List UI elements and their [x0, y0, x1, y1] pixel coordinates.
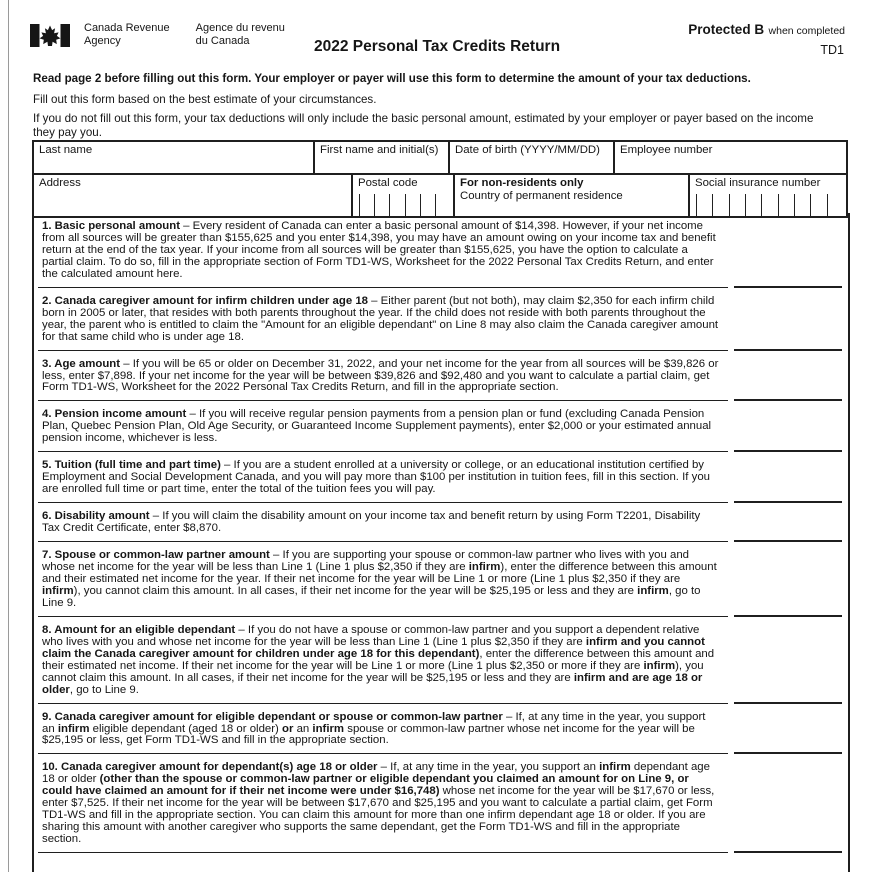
country-of-residence-field[interactable]: [455, 175, 690, 216]
address-label: Address: [39, 177, 81, 189]
section-line-5-rule: [38, 502, 728, 503]
section-line-3: [42, 359, 848, 402]
last-name-field[interactable]: [34, 142, 315, 173]
section-line-4-rule: [38, 451, 728, 452]
section-line-10-text: 10. Canada caregiver amount for dependant(s) age 18 or older – If, at any time in the year, you support an infirm dependant age 18 or older (other than the spouse or common-law partner or eligible dependant you claimed an amount for on Line 9, or could have claimed an amount for if their net income were under $16,748) whose net income for the year will be $17,670 or less, enter $7,525. If their net income for the year will be between $17,670 and $25,195 and you want to calculate a partial claim, get Form TD1-WS and fill in the appropriate section. You can claim this amount for more than one infirm dependant age 18 or older. If you are sharing this amount with another caregiver who supports the same dependant, get the Form TD1-WS and fill in the appropriate section.: [42, 761, 715, 846]
section-line-10: [42, 762, 848, 853]
instruction-if-not-filled: If you do not fill out this form, your tax deductions will only include the basic personal amount, estimated by your employer or payer based on the income they pay you.: [33, 112, 814, 139]
section-line-2-text: 2. Canada caregiver amount for infirm children under age 18 – Either parent (but not both), may claim $2,350 for each infirm child born in 2005 or later, that resides with both parents throughout the year. If the child does not reside with both parents throughout the year, the parent who is entitled to claim the "Amount for an eligible dependant" on Line 8 may also claim the Canada caregiver amount for that same child who is under age 18.: [42, 294, 719, 343]
employee-number-label: Employee number: [620, 144, 713, 156]
line-3-amount-field[interactable]: [734, 399, 842, 401]
line-4-amount-field[interactable]: [734, 450, 842, 452]
section-line-2: [42, 296, 848, 351]
form-title: 2022 Personal Tax Credits Return: [313, 38, 561, 55]
section-line-5: [42, 460, 848, 503]
line-9-amount-field[interactable]: [734, 752, 842, 754]
page-edge-line: [8, 0, 9, 872]
line-8-amount-field[interactable]: [734, 702, 842, 704]
line-6-amount-field[interactable]: [734, 540, 842, 542]
identification-table: [32, 140, 848, 218]
section-line-10-rule: [38, 852, 728, 853]
section-line-8-text: 8. Amount for an eligible dependant – If you do not have a spouse or common-law partner and you support a dependent relative who lives with you and whose net income for the year will be less than Line 1 (Line 1 plus $2,350 if they are infirm and you cannot claim the Canada caregiver amount for children under age 18 for this dependant), enter the difference between this amount and their estimated net income. If their net income for the year will be Line 1 or more (Line 1 plus $2,350 or more if they are infirm), you cannot claim this amount. In all cases, if their net income for the year will be $25,195 or less and they are infirm and are age 18 or older, go to Line 9.: [42, 623, 715, 696]
country-of-permanent-residence-label: Country of permanent residence: [460, 189, 623, 202]
address-field[interactable]: [34, 175, 353, 216]
section-line-9: [42, 712, 848, 755]
section-line-7-text: 7. Spouse or common-law partner amount – If you are supporting your spouse or common-law partner who lives with you and whose net income for the year will be less than Line 1 (Line 1 plus $2,350 if they are infirm), enter the difference between this amount and their estimated net income for the year. If their net income for the year will be Line 1 or more (Line 1 plus $2,350 if they are infirm), you cannot claim this amount. In all cases, if their net income for the year will be $25,195 or less and they are infirm, go to Line 9.: [42, 549, 717, 609]
protected-b-marking: [688, 21, 845, 39]
section-line-3-rule: [38, 400, 728, 401]
section-line-6-text: 6. Disability amount – If you will claim the disability amount on your income tax and benefit return by using Form T2201, Disability Tax Credit Certificate, enter $8,870.: [42, 510, 701, 535]
section-line-3-text: 3. Age amount – If you will be 65 or older on December 31, 2022, and your net income for the year from all sources will be $39,826 or less, enter $7,898. If your net income for the year will be between $39,826 and $92,480 and you want to calculate a partial claim, get Form TD1-WS, Worksheet for the 2022 Personal Tax Credits Return, and fill in the appropriate section.: [42, 357, 719, 394]
section-line-9-text: 9. Canada caregiver amount for eligible dependant or spouse or common-law partner – If, at any time in the year, you support an infirm eligible dependant (aged 18 or older) or an infirm spouse or common-law partner whose net income for the year will be $25,195 or less, get Form TD1-WS and fill in the appropriate section.: [42, 710, 706, 747]
non-residents-only-label: For non-residents only: [460, 177, 584, 189]
first-name-field[interactable]: [315, 142, 450, 173]
protected-b-label: Protected B: [688, 22, 765, 37]
line-10-amount-field[interactable]: [734, 851, 842, 853]
section-line-9-rule: [38, 753, 728, 754]
section-line-6-rule: [38, 541, 728, 542]
line-7-amount-field[interactable]: [734, 615, 842, 617]
postal-code-field[interactable]: [353, 175, 455, 216]
section-line-7-rule: [38, 616, 728, 617]
employee-number-field[interactable]: [615, 142, 846, 173]
first-name-label: First name and initial(s): [320, 144, 439, 156]
agency-name-english: Canada Revenue Agency: [84, 22, 170, 47]
last-name-label: Last name: [39, 144, 93, 156]
section-line-7: [42, 550, 848, 617]
instruction-best-estimate: Fill out this form based on the best estimate of your circumstances.: [33, 92, 377, 106]
line-1-amount-field[interactable]: [734, 286, 842, 288]
social-insurance-number-label: Social insurance number: [695, 177, 821, 189]
form-instructions: [33, 72, 835, 139]
postal-code-label: Postal code: [358, 177, 418, 189]
date-of-birth-field[interactable]: [450, 142, 615, 173]
line-5-amount-field[interactable]: [734, 501, 842, 503]
section-line-8-rule: [38, 703, 728, 704]
social-insurance-number-field[interactable]: [690, 175, 846, 216]
section-line-2-rule: [38, 350, 728, 351]
instruction-read-page-2: Read page 2 before filling out this form. Your employer or payer will use this form to determine the amount of your tax deductions.: [33, 72, 751, 85]
form-code: TD1: [820, 43, 844, 57]
section-line-1: [42, 221, 848, 288]
section-line-5-text: 5. Tuition (full time and part time) – If you are a student enrolled at a university or college, or an educational institution certified by Employment and Social Development Canada, and you will pay more than $100 per institution in tuition fees, fill in this section. If you are enrolled full time or part time, enter the total of the tuition fees you will pay.: [42, 459, 710, 496]
credit-sections-container: [32, 213, 850, 872]
section-line-1-rule: [38, 287, 728, 288]
when-completed-label: when completed: [768, 25, 845, 37]
section-line-1-text: 1. Basic personal amount – Every resident of Canada can enter a basic personal amount of $14,398. However, if your net income from all sources will be greater than $155,625 and you enter $14,398, you may have an amount owing on your income tax and benefit return at the end of the tax year. If your income from all sources will be greater than $155,625, you have the option to calculate a partial claim. To do so, fill in the appropriate section of Form TD1-WS, Worksheet for the 2022 Personal Tax Credits Return, and enter the calculated amount here.: [42, 220, 716, 280]
section-line-6: [42, 511, 848, 542]
date-of-birth-label: Date of birth (YYYY/MM/DD): [455, 144, 600, 156]
section-line-8: [42, 625, 848, 704]
agency-name-french: Agence du revenu du Canada: [195, 22, 285, 47]
section-line-4: [42, 409, 848, 452]
line-2-amount-field[interactable]: [734, 349, 842, 351]
section-line-4-text: 4. Pension income amount – If you will receive regular pension payments from a pension plan or fund (excluding Canada Pension Plan, Quebec Pension Plan, Old Age Security, or Guaranteed Income Supplement payments), enter $2,000 or your estimated annual pension income, whichever is less.: [42, 408, 712, 445]
